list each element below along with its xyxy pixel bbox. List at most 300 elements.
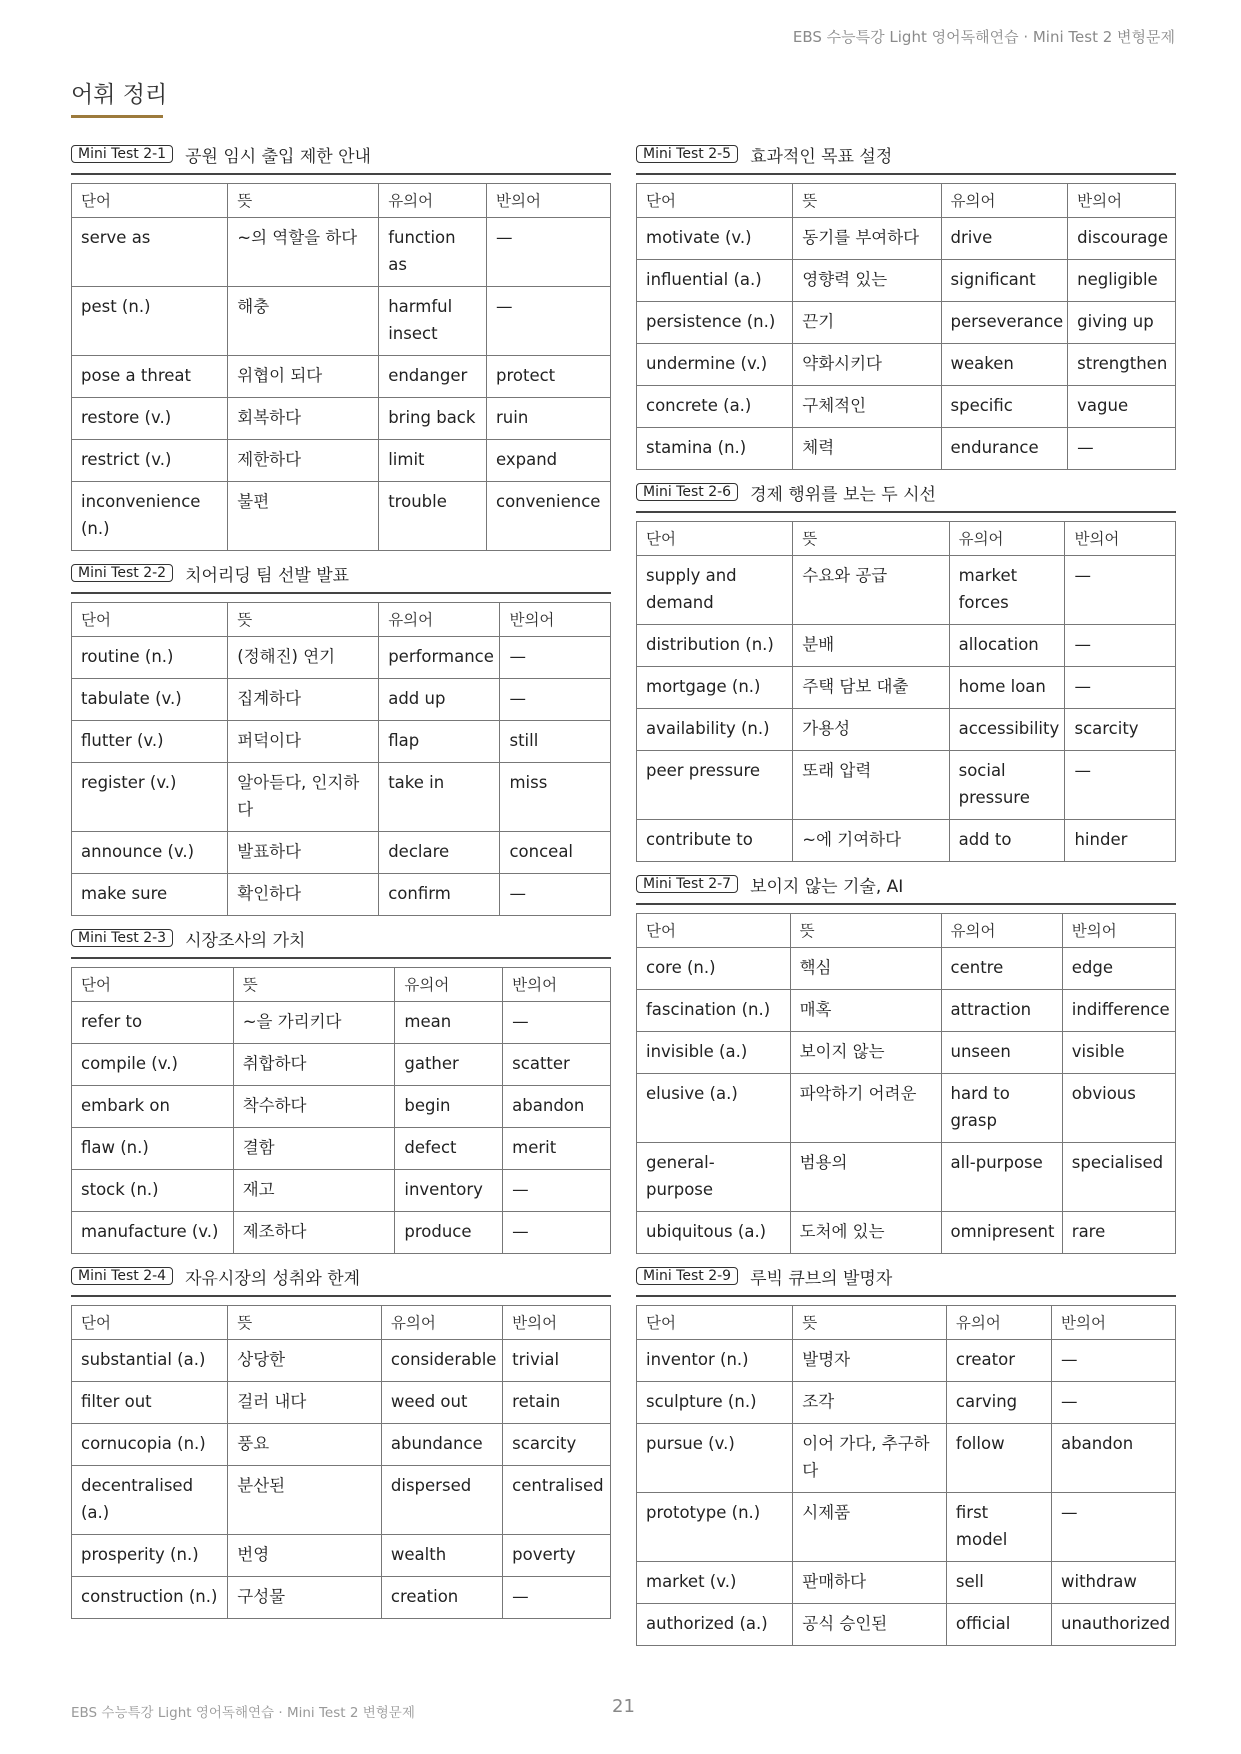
antonym-cell: discourage	[1068, 218, 1176, 260]
word-cell: pose a threat	[72, 356, 228, 398]
antonym-cell: convenience	[487, 482, 611, 551]
word-cell: announce (v.)	[72, 832, 228, 874]
synonym-cell: endurance	[941, 428, 1068, 470]
meaning-cell: 수요와 공급	[793, 556, 949, 625]
synonym-cell: add up	[379, 679, 500, 721]
synonym-cell: take in	[379, 763, 500, 832]
table-row	[637, 1340, 1176, 1382]
antonym-cell: —	[487, 287, 611, 356]
meaning-cell: 재고	[233, 1170, 395, 1212]
meaning-cell: 영향력 있는	[793, 260, 941, 302]
word-cell: authorized (a.)	[637, 1604, 793, 1646]
word-cell: mortgage (n.)	[637, 667, 793, 709]
antonym-cell: scarcity	[503, 1424, 611, 1466]
antonym-cell: edge	[1062, 948, 1175, 990]
synonym-cell: social pressure	[949, 751, 1065, 820]
word-cell: make sure	[72, 874, 228, 916]
word-cell: cornucopia (n.)	[72, 1424, 228, 1466]
word-cell: sculpture (n.)	[637, 1382, 793, 1424]
meaning-cell: 매혹	[790, 990, 941, 1032]
vocab-section	[71, 924, 611, 1254]
vocab-section	[636, 478, 1176, 862]
section-rule	[636, 903, 1176, 905]
table-row	[637, 1074, 1176, 1143]
mini-test-badge: Mini Test 2-9	[636, 1267, 738, 1285]
column-header-word: 단어	[72, 184, 228, 218]
word-cell: decentralised (a.)	[72, 1466, 228, 1535]
table-row	[637, 260, 1176, 302]
synonym-cell: centre	[941, 948, 1062, 990]
column-header-word: 단어	[72, 1306, 228, 1340]
word-cell: influential (a.)	[637, 260, 793, 302]
synonym-cell: mean	[395, 1002, 503, 1044]
word-cell: pursue (v.)	[637, 1424, 793, 1493]
table-row	[72, 1212, 611, 1254]
page-title: 어휘 정리	[71, 82, 168, 108]
table-header-row	[72, 184, 611, 218]
vocab-table	[636, 183, 1176, 470]
antonym-cell: expand	[487, 440, 611, 482]
word-cell: filter out	[72, 1382, 228, 1424]
antonym-cell: poverty	[503, 1535, 611, 1577]
column-header-synonym: 유의어	[946, 1306, 1051, 1340]
title-underline	[71, 115, 163, 118]
table-row	[72, 721, 611, 763]
table-row	[637, 1493, 1176, 1562]
meaning-cell: 해충	[228, 287, 379, 356]
table-row	[637, 625, 1176, 667]
antonym-cell: hinder	[1065, 820, 1176, 862]
meaning-cell: (정해진) 연기	[228, 637, 379, 679]
synonym-cell: gather	[395, 1044, 503, 1086]
meaning-cell: 결함	[233, 1128, 395, 1170]
antonym-cell: specialised	[1062, 1143, 1175, 1212]
word-cell: embark on	[72, 1086, 234, 1128]
table-row	[72, 874, 611, 916]
antonym-cell: still	[500, 721, 611, 763]
column-header-synonym: 유의어	[379, 603, 500, 637]
meaning-cell: ~의 역할을 하다	[228, 218, 379, 287]
antonym-cell: —	[503, 1170, 611, 1212]
mini-test-badge: Mini Test 2-7	[636, 875, 738, 893]
meaning-cell: 핵심	[790, 948, 941, 990]
section-heading	[71, 1262, 611, 1290]
vocab-table	[636, 521, 1176, 862]
column-header-word: 단어	[72, 603, 228, 637]
word-cell: stamina (n.)	[637, 428, 793, 470]
section-title: 치어리딩 팀 선발 발표	[185, 565, 350, 586]
right-column	[636, 140, 1176, 1654]
column-header-word: 단어	[637, 522, 793, 556]
section-rule	[636, 1295, 1176, 1297]
word-cell: flaw (n.)	[72, 1128, 234, 1170]
antonym-cell: scarcity	[1065, 709, 1176, 751]
synonym-cell: allocation	[949, 625, 1065, 667]
synonym-cell: accessibility	[949, 709, 1065, 751]
section-title: 자유시장의 성취와 한계	[185, 1268, 361, 1289]
vocab-section	[71, 140, 611, 551]
synonym-cell: defect	[395, 1128, 503, 1170]
meaning-cell: ~에 기여하다	[793, 820, 949, 862]
vocab-table	[71, 183, 611, 551]
vocab-section	[636, 870, 1176, 1254]
vocab-table	[636, 913, 1176, 1254]
synonym-cell: dispersed	[381, 1466, 502, 1535]
column-header-synonym: 유의어	[941, 914, 1062, 948]
antonym-cell: visible	[1062, 1032, 1175, 1074]
table-row	[637, 1604, 1176, 1646]
section-title: 효과적인 목표 설정	[750, 146, 893, 167]
word-cell: availability (n.)	[637, 709, 793, 751]
table-row	[72, 1466, 611, 1535]
table-header-row	[637, 914, 1176, 948]
word-cell: inventor (n.)	[637, 1340, 793, 1382]
table-row	[72, 1002, 611, 1044]
antonym-cell: unauthorized	[1052, 1604, 1176, 1646]
synonym-cell: perseverance	[941, 302, 1068, 344]
antonym-cell: —	[1068, 428, 1176, 470]
word-cell: ubiquitous (a.)	[637, 1212, 791, 1254]
synonym-cell: limit	[379, 440, 487, 482]
meaning-cell: 걸러 내다	[228, 1382, 382, 1424]
word-cell: peer pressure	[637, 751, 793, 820]
meaning-cell: 약화시키다	[793, 344, 941, 386]
synonym-cell: specific	[941, 386, 1068, 428]
column-header-antonym: 반의어	[1068, 184, 1176, 218]
synonym-cell: function as	[379, 218, 487, 287]
section-rule	[636, 173, 1176, 175]
synonym-cell: declare	[379, 832, 500, 874]
antonym-cell: strengthen	[1068, 344, 1176, 386]
section-heading	[636, 1262, 1176, 1290]
meaning-cell: 취합하다	[233, 1044, 395, 1086]
meaning-cell: 제조하다	[233, 1212, 395, 1254]
word-cell: undermine (v.)	[637, 344, 793, 386]
antonym-cell: retain	[503, 1382, 611, 1424]
meaning-cell: 번영	[228, 1535, 382, 1577]
mini-test-badge: Mini Test 2-5	[636, 145, 738, 163]
word-cell: inconvenience (n.)	[72, 482, 228, 551]
word-cell: general-purpose	[637, 1143, 791, 1212]
table-header-row	[72, 968, 611, 1002]
meaning-cell: 시제품	[793, 1493, 947, 1562]
table-row	[72, 218, 611, 287]
synonym-cell: add to	[949, 820, 1065, 862]
table-row	[637, 1382, 1176, 1424]
meaning-cell: 주택 담보 대출	[793, 667, 949, 709]
meaning-cell: 끈기	[793, 302, 941, 344]
section-heading	[636, 140, 1176, 168]
meaning-cell: 불편	[228, 482, 379, 551]
antonym-cell: —	[487, 218, 611, 287]
antonym-cell: —	[503, 1577, 611, 1619]
column-header-meaning: 뜻	[793, 184, 941, 218]
meaning-cell: 이어 가다, 추구하다	[793, 1424, 947, 1493]
antonym-cell: miss	[500, 763, 611, 832]
mini-test-badge: Mini Test 2-2	[71, 564, 173, 582]
column-header-meaning: 뜻	[228, 603, 379, 637]
antonym-cell: —	[1065, 667, 1176, 709]
table-row	[637, 428, 1176, 470]
meaning-cell: 파악하기 어려운	[790, 1074, 941, 1143]
meaning-cell: 분산된	[228, 1466, 382, 1535]
running-footer: EBS 수능특강 Light 영어독해연습 · Mini Test 2 변형문제	[71, 1705, 415, 1721]
synonym-cell: attraction	[941, 990, 1062, 1032]
column-header-synonym: 유의어	[395, 968, 503, 1002]
meaning-cell: 판매하다	[793, 1562, 947, 1604]
meaning-cell: 보이지 않는	[790, 1032, 941, 1074]
running-header: EBS 수능특강 Light 영어독해연습 · Mini Test 2 변형문제	[792, 28, 1175, 46]
antonym-cell: —	[503, 1212, 611, 1254]
antonym-cell: scatter	[503, 1044, 611, 1086]
word-cell: prosperity (n.)	[72, 1535, 228, 1577]
antonym-cell: obvious	[1062, 1074, 1175, 1143]
synonym-cell: considerable	[381, 1340, 502, 1382]
table-row	[72, 287, 611, 356]
word-cell: invisible (a.)	[637, 1032, 791, 1074]
section-rule	[71, 173, 611, 175]
word-cell: core (n.)	[637, 948, 791, 990]
meaning-cell: 제한하다	[228, 440, 379, 482]
antonym-cell: negligible	[1068, 260, 1176, 302]
table-row	[72, 1128, 611, 1170]
synonym-cell: market forces	[949, 556, 1065, 625]
synonym-cell: bring back	[379, 398, 487, 440]
word-cell: serve as	[72, 218, 228, 287]
antonym-cell: abandon	[503, 1086, 611, 1128]
section-title: 보이지 않는 기술, AI	[750, 876, 904, 897]
synonym-cell: endanger	[379, 356, 487, 398]
antonym-cell: —	[503, 1002, 611, 1044]
page-number: 21	[612, 1696, 635, 1717]
table-row	[637, 344, 1176, 386]
table-row	[637, 948, 1176, 990]
table-row	[72, 1086, 611, 1128]
antonym-cell: abandon	[1052, 1424, 1176, 1493]
vocab-section	[636, 140, 1176, 470]
column-header-word: 단어	[637, 184, 793, 218]
meaning-cell: 구체적인	[793, 386, 941, 428]
mini-test-badge: Mini Test 2-4	[71, 1267, 173, 1285]
word-cell: manufacture (v.)	[72, 1212, 234, 1254]
vocab-section	[71, 1262, 611, 1619]
word-cell: concrete (a.)	[637, 386, 793, 428]
word-cell: restore (v.)	[72, 398, 228, 440]
table-row	[637, 1032, 1176, 1074]
column-header-antonym: 반의어	[487, 184, 611, 218]
vocab-section	[636, 1262, 1176, 1646]
antonym-cell: —	[500, 637, 611, 679]
antonym-cell: —	[1052, 1382, 1176, 1424]
table-row	[72, 1424, 611, 1466]
synonym-cell: trouble	[379, 482, 487, 551]
word-cell: market (v.)	[637, 1562, 793, 1604]
meaning-cell: 발명자	[793, 1340, 947, 1382]
meaning-cell: 동기를 부여하다	[793, 218, 941, 260]
table-row	[72, 1170, 611, 1212]
meaning-cell: 회복하다	[228, 398, 379, 440]
word-cell: elusive (a.)	[637, 1074, 791, 1143]
synonym-cell: weaken	[941, 344, 1068, 386]
meaning-cell: 분배	[793, 625, 949, 667]
synonym-cell: confirm	[379, 874, 500, 916]
table-row	[72, 482, 611, 551]
meaning-cell: ~을 가리키다	[233, 1002, 395, 1044]
antonym-cell: —	[1065, 625, 1176, 667]
column-header-synonym: 유의어	[379, 184, 487, 218]
section-rule	[71, 592, 611, 594]
synonym-cell: wealth	[381, 1535, 502, 1577]
meaning-cell: 또래 압력	[793, 751, 949, 820]
table-header-row	[637, 1306, 1176, 1340]
table-row	[72, 1340, 611, 1382]
section-title: 경제 행위를 보는 두 시선	[750, 484, 936, 505]
section-rule	[71, 1295, 611, 1297]
synonym-cell: sell	[946, 1562, 1051, 1604]
table-row	[637, 990, 1176, 1032]
table-row	[637, 1143, 1176, 1212]
column-header-word: 단어	[637, 914, 791, 948]
antonym-cell: merit	[503, 1128, 611, 1170]
meaning-cell: 알아듣다, 인지하다	[228, 763, 379, 832]
table-row	[637, 1562, 1176, 1604]
meaning-cell: 퍼덕이다	[228, 721, 379, 763]
column-header-meaning: 뜻	[793, 1306, 947, 1340]
meaning-cell: 발표하다	[228, 832, 379, 874]
meaning-cell: 체력	[793, 428, 941, 470]
synonym-cell: significant	[941, 260, 1068, 302]
table-row	[72, 679, 611, 721]
word-cell: supply and demand	[637, 556, 793, 625]
word-cell: fascination (n.)	[637, 990, 791, 1032]
table-row	[72, 1535, 611, 1577]
section-heading	[636, 478, 1176, 506]
word-cell: contribute to	[637, 820, 793, 862]
antonym-cell: withdraw	[1052, 1562, 1176, 1604]
meaning-cell: 풍요	[228, 1424, 382, 1466]
table-row	[637, 709, 1176, 751]
column-header-synonym: 유의어	[381, 1306, 502, 1340]
column-header-word: 단어	[72, 968, 234, 1002]
left-column	[71, 140, 611, 1627]
antonym-cell: ruin	[487, 398, 611, 440]
word-cell: routine (n.)	[72, 637, 228, 679]
antonym-cell: conceal	[500, 832, 611, 874]
column-header-meaning: 뜻	[228, 184, 379, 218]
column-header-antonym: 반의어	[1065, 522, 1176, 556]
table-row	[72, 1044, 611, 1086]
table-header-row	[637, 522, 1176, 556]
table-row	[637, 302, 1176, 344]
table-row	[637, 1424, 1176, 1493]
mini-test-badge: Mini Test 2-1	[71, 145, 173, 163]
antonym-cell: indifference	[1062, 990, 1175, 1032]
synonym-cell: hard to grasp	[941, 1074, 1062, 1143]
antonym-cell: —	[1052, 1340, 1176, 1382]
meaning-cell: 공식 승인된	[793, 1604, 947, 1646]
section-rule	[636, 511, 1176, 513]
synonym-cell: flap	[379, 721, 500, 763]
synonym-cell: omnipresent	[941, 1212, 1062, 1254]
column-header-antonym: 반의어	[500, 603, 611, 637]
synonym-cell: creator	[946, 1340, 1051, 1382]
column-header-synonym: 유의어	[941, 184, 1068, 218]
word-cell: motivate (v.)	[637, 218, 793, 260]
vocab-table	[71, 602, 611, 916]
synonym-cell: follow	[946, 1424, 1051, 1493]
antonym-cell: vague	[1068, 386, 1176, 428]
column-header-synonym: 유의어	[949, 522, 1065, 556]
meaning-cell: 구성물	[228, 1577, 382, 1619]
table-row	[72, 398, 611, 440]
antonym-cell: rare	[1062, 1212, 1175, 1254]
word-cell: stock (n.)	[72, 1170, 234, 1212]
mini-test-badge: Mini Test 2-6	[636, 483, 738, 501]
table-header-row	[72, 1306, 611, 1340]
synonym-cell: unseen	[941, 1032, 1062, 1074]
section-heading	[636, 870, 1176, 898]
meaning-cell: 착수하다	[233, 1086, 395, 1128]
antonym-cell: —	[500, 874, 611, 916]
table-row	[72, 1382, 611, 1424]
word-cell: compile (v.)	[72, 1044, 234, 1086]
table-row	[637, 667, 1176, 709]
word-cell: pest (n.)	[72, 287, 228, 356]
table-row	[72, 1577, 611, 1619]
meaning-cell: 위협이 되다	[228, 356, 379, 398]
synonym-cell: abundance	[381, 1424, 502, 1466]
column-header-meaning: 뜻	[793, 522, 949, 556]
synonym-cell: drive	[941, 218, 1068, 260]
column-header-meaning: 뜻	[233, 968, 395, 1002]
antonym-cell: —	[1065, 556, 1176, 625]
vocab-section	[71, 559, 611, 916]
synonym-cell: weed out	[381, 1382, 502, 1424]
word-cell: register (v.)	[72, 763, 228, 832]
table-row	[637, 751, 1176, 820]
antonym-cell: protect	[487, 356, 611, 398]
table-row	[637, 820, 1176, 862]
table-header-row	[72, 603, 611, 637]
section-rule	[71, 957, 611, 959]
table-row	[72, 763, 611, 832]
table-row	[72, 356, 611, 398]
table-row	[72, 440, 611, 482]
table-row	[637, 218, 1176, 260]
word-cell: flutter (v.)	[72, 721, 228, 763]
synonym-cell: home loan	[949, 667, 1065, 709]
section-title: 시장조사의 가치	[185, 930, 306, 951]
synonym-cell: inventory	[395, 1170, 503, 1212]
vocab-table	[636, 1305, 1176, 1646]
synonym-cell: begin	[395, 1086, 503, 1128]
meaning-cell: 확인하다	[228, 874, 379, 916]
antonym-cell: centralised	[503, 1466, 611, 1535]
mini-test-badge: Mini Test 2-3	[71, 929, 173, 947]
word-cell: refer to	[72, 1002, 234, 1044]
meaning-cell: 조각	[793, 1382, 947, 1424]
vocab-table	[71, 1305, 611, 1619]
word-cell: prototype (n.)	[637, 1493, 793, 1562]
antonym-cell: —	[1052, 1493, 1176, 1562]
table-header-row	[637, 184, 1176, 218]
vocab-table	[71, 967, 611, 1254]
synonym-cell: first model	[946, 1493, 1051, 1562]
column-header-antonym: 반의어	[1062, 914, 1175, 948]
table-row	[72, 832, 611, 874]
section-title: 공원 임시 출입 제한 안내	[185, 146, 371, 167]
synonym-cell: produce	[395, 1212, 503, 1254]
